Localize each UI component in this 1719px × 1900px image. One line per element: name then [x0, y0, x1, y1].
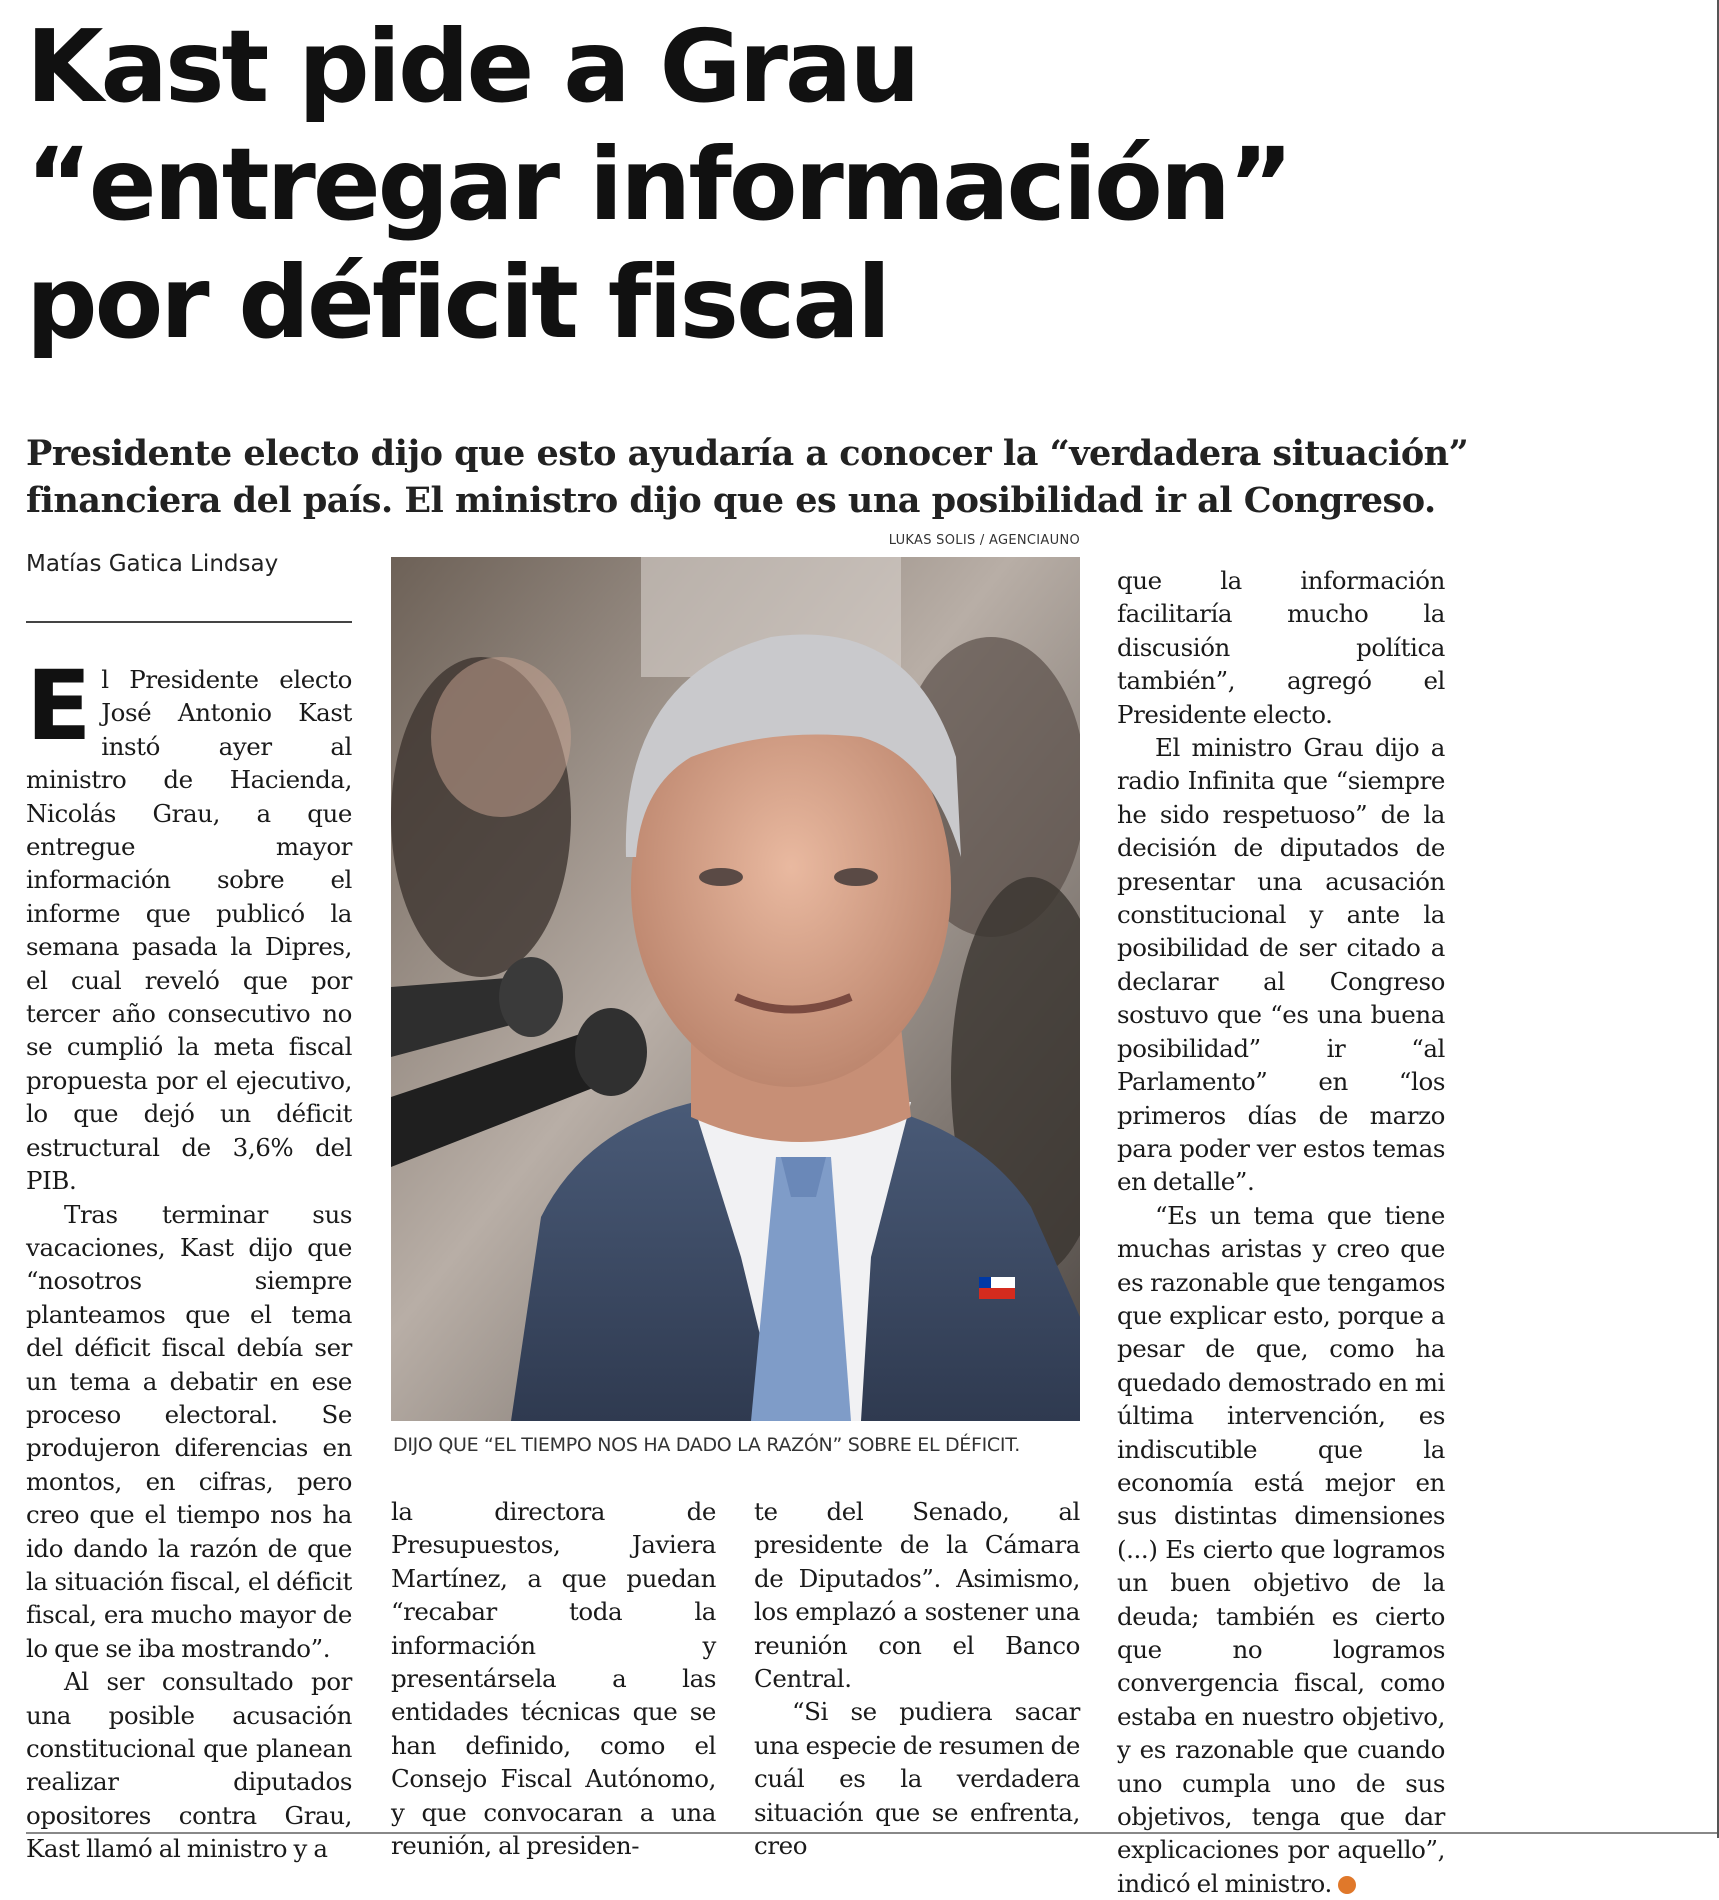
text-column-2	[391, 1495, 716, 1862]
byline-divider	[26, 621, 352, 623]
paragraph: “Si se pudiera sacar una especie de resumen de cuál es la verdadera situación que se enfrenta, creo	[754, 1697, 1080, 1861]
paragraph	[26, 650, 352, 1198]
headline-line-3: por déficit fiscal	[26, 244, 889, 361]
deck-line-1: Presidente electo dijo que esto ayudaría a conocer la “verdadera situación”	[26, 433, 1469, 474]
text-column-4	[1117, 564, 1445, 1900]
paragraph: te del Senado, al presidente de la Cámara de Diputados”. Asimismo, los emplazó a sostener una reunión con el Banco Central.	[754, 1497, 1080, 1694]
photo-caption: DIJO QUE “EL TIEMPO NOS HA DADO LA RAZÓN” SOBRE EL DÉFICIT.	[393, 1434, 1020, 1456]
drop-cap: E	[26, 650, 92, 762]
text-column-3	[754, 1495, 1080, 1862]
deck-subheadline	[26, 430, 1469, 524]
page-bottom-rule	[26, 1832, 1719, 1834]
paragraph: la directora de Presupuestos, Javiera Martínez, a que puedan “recabar toda la información y presentársela a las entidades técnicas que se han definido, como el Consejo Fiscal Autónomo, y que convocaran a una reunión, al presiden-	[391, 1497, 716, 1861]
paragraph: El ministro Grau dijo a radio Infinita que “siempre he sido respetuoso” de la decisión de diputados de presentar una acusación constitucional y ante la posibilidad de ser citado a declarar al Congreso sostuvo que “es una buena posibilidad” ir “al Parlamento” en “los primeros días de marzo para poder ver estos temas en detalle”.	[1117, 733, 1445, 1197]
photo-credit: LUKAS SOLIS / AGENCIAUNO	[888, 533, 1080, 548]
headline-line-2: “entregar información”	[26, 126, 1291, 243]
deck-line-2: financiera del país. El ministro dijo que es una posibilidad ir al Congreso.	[26, 480, 1436, 521]
article-photo	[391, 557, 1080, 1421]
headline	[26, 8, 1446, 362]
headline-line-1: Kast pide a Grau	[26, 8, 918, 125]
byline: Matías Gatica Lindsay	[26, 551, 279, 577]
paragraph: Tras terminar sus vacaciones, Kast dijo que “nosotros siempre planteamos que el tema del déficit fiscal debía ser un tema a debatir en ese proceso electoral. Se produjeron diferencias en montos, en cifras, pero creo que el tiempo nos ha ido dando la razón de que la situación fiscal, el déficit fiscal, era mucho mayor de lo que se iba mostrando”.	[26, 1199, 352, 1663]
text-column-1	[26, 650, 352, 1866]
paragraph-text: “Es un tema que tiene muchas aristas y creo que es razonable que tengamos que explicar esto, porque a pesar de que, como ha quedado demostrado en mi última intervención, es indiscutible que la economía está mejor en sus distintas dimensiones (...) Es cierto que logramos un buen objetivo de la deuda; también es cierto que no logramos convergencia fiscal, como estaba en nuestro objetivo, y es razonable que cuando uno cumpla uno de sus objetivos, tenga que dar explicaciones por aquello”, indicó el ministro.	[1117, 1200, 1445, 1898]
paragraph-text: l Presidente electo José Antonio Kast instó ayer al ministro de Hacienda, Nicolás Grau, a que entregue mayor información sobre el informe que publicó la semana pasada la Dipres, el cual reveló que por tercer año consecutivo no se cumplió la meta fiscal propuesta por el ejecutivo, lo que dejó un déficit estructural de 3,6% del PIB.	[26, 665, 352, 1196]
circle-star-icon: ✪	[1338, 1876, 1356, 1894]
paragraph: que la información facilitaría mucho la discusión política también”, agregó el Presidente electo.	[1117, 566, 1445, 729]
paragraph	[1117, 1199, 1445, 1900]
paragraph: Al ser consultado por una posible acusación constitucional que planean realizar diputados opositores contra Grau, Kast llamó al ministro y a	[26, 1667, 352, 1864]
